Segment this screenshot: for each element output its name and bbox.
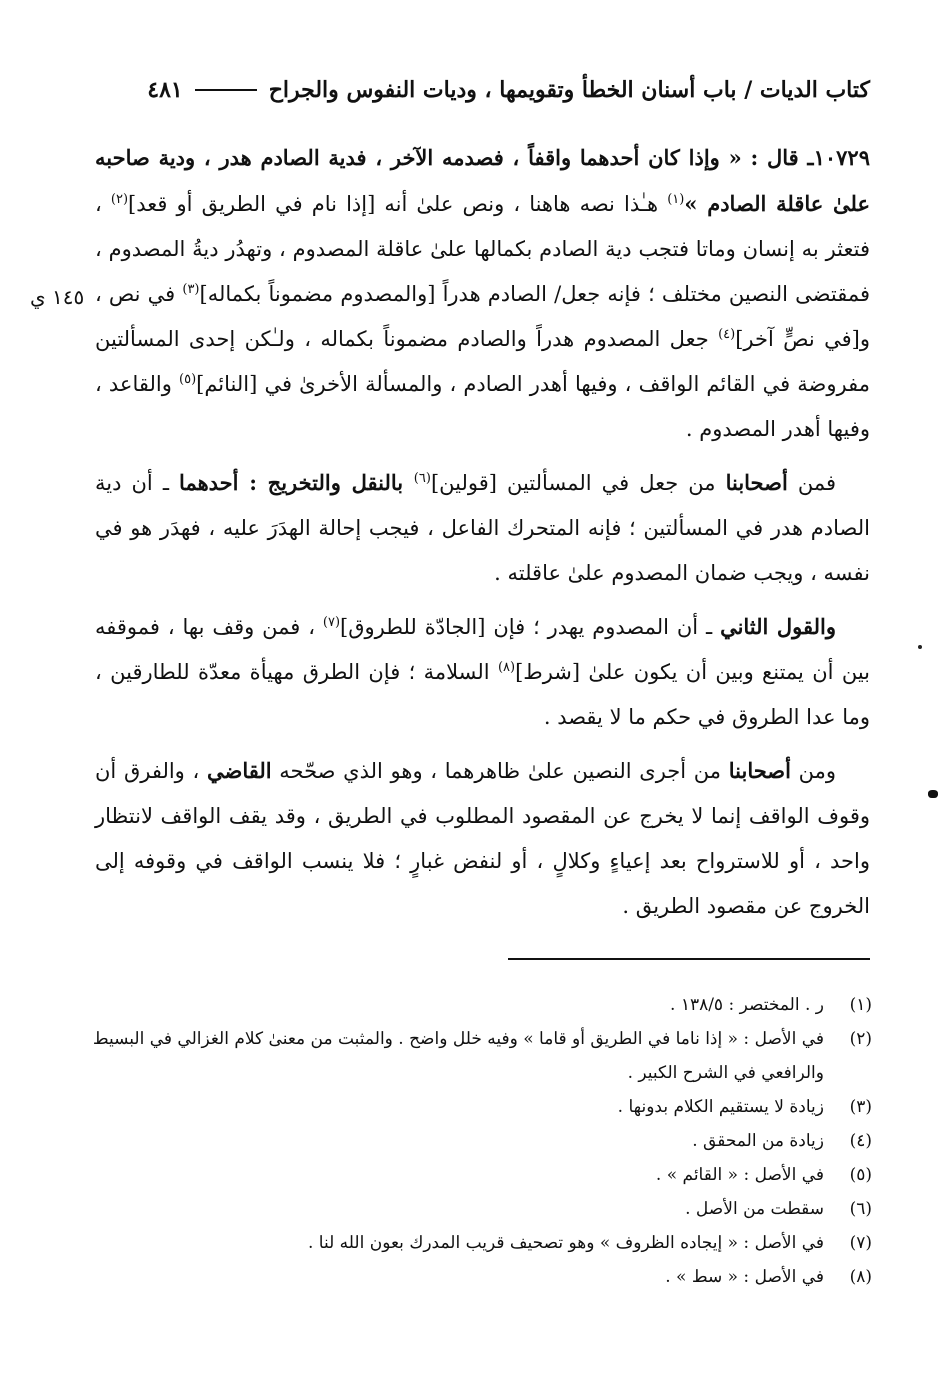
para4-bold: أصحابنا	[728, 758, 791, 783]
footnote-number: (٢)	[849, 1029, 872, 1049]
footnote-number: (٧)	[849, 1233, 872, 1253]
para4-text: ومن	[790, 759, 836, 783]
para3-bold: والقول الثاني	[720, 614, 837, 639]
para2-text: فمن	[787, 471, 837, 495]
para1-text: جعل المصدوم هدراً والصادم مضموناً بكماله ، ولـٰكن إحدى المسألتين مفروضة في القائم الواقف ، وفيها أهدر الصادم ، والمسألة الأخرىٰ في [النائم]	[95, 327, 870, 396]
scan-speck	[918, 645, 922, 649]
footnote-number: (٦)	[849, 1199, 872, 1219]
footnote-item	[85, 1226, 872, 1260]
footnote-item	[85, 1090, 872, 1124]
footnote-ref-8: (٨)	[497, 660, 516, 675]
para4-text: من أجرى النصين علىٰ ظاهرهما ، وهو الذي صحّحه	[271, 759, 729, 783]
para2-bold: أصحابنا	[725, 470, 788, 495]
para2-text: ـ أن دية الصادم هدر في المسألتين ؛ فإنه المتحرك الفاعل ، فيجب إحالة الهدَرَ عليه ، فهدَر هو في نفسه ، ويجب ضمان المصدوم علىٰ عاقلته .	[95, 471, 870, 585]
para1-text: هـٰذا نصه هاهنا ، ونص علىٰ أنه [إذا نام في الطريق أو قعد]	[128, 192, 668, 216]
footnote-ref-6: (٦)	[413, 471, 431, 486]
footnote-item	[85, 1192, 872, 1226]
footnote-item	[85, 1260, 872, 1294]
para3-text: ـ أن المصدوم يهدر ؛ فإن [الجادّة للطروق]	[340, 615, 721, 639]
footnotes	[85, 988, 872, 1294]
para1-text: في نص ، و[في نصٍّ آخر]	[95, 282, 870, 351]
footnote-text: سقطت من الأصل .	[685, 1199, 824, 1219]
paragraph-1	[95, 135, 870, 452]
footnote-number: (٤)	[849, 1131, 872, 1151]
para1-text: والقاعد ، وفيها أهدر المصدوم .	[95, 372, 870, 441]
para4-text: ، والفرق أن وقوف الواقف إنما لا يخرج عن المقصود المطلوب في الطريق ، وقد يقف الواقف لانتظار واحد ، أو للاسترواح بعد إعياءٍ وكلالٍ ، أو لنفض غبارٍ ؛ فلا ينسب الواقف في وقوفه إلى الخروج عن مقصود الطريق .	[95, 759, 870, 918]
para3-text: ، فمن وقف بها ، فموقفه بين أن يمتنع وبين أن يكون علىٰ [شرط]	[95, 615, 870, 684]
footnote-number: (٣)	[849, 1097, 872, 1117]
footnote-text: ر . المختصر : ١٣٨/٥ .	[670, 995, 824, 1015]
footnote-number: (١)	[849, 995, 872, 1015]
footnote-number: (٨)	[849, 1267, 872, 1287]
footnote-item	[85, 1124, 872, 1158]
paragraph-2	[95, 460, 870, 596]
para3-text: السلامة ؛ فإن الطرق مهيأة معدّة للطارقين ، وما عدا الطروق في حكم ما لا يقصد .	[95, 660, 870, 729]
main-text	[95, 135, 870, 937]
para2-text: من جعل في المسألتين [قولين]	[430, 471, 726, 495]
paragraph-4	[95, 748, 870, 929]
footnote-text: في الأصل : « سط » .	[665, 1267, 824, 1287]
footnote-text: زيادة لا يستقيم الكلام بدونها .	[617, 1097, 824, 1117]
para1-bold-quote: ١٠٧٢٩ـ قال : « وإذا كان أحدهما واقفاً ، فصدمه الآخر ، فدية الصادم هدر ، ودية صاحبه علىٰ عاقلة الصادم »	[95, 145, 871, 216]
margin-note: ١٤٥ ي	[30, 285, 85, 309]
footnote-item	[85, 1022, 872, 1090]
footnote-text: في الأصل : « إذا ناما في الطريق أو قاما » وفيه خلل واضح . والمثبت من معنىٰ كلام الغزالي في البسيط والرافعي في الشرح الكبير .	[92, 1029, 824, 1083]
scan-speck	[928, 790, 938, 798]
footnote-ref-1: (١)	[667, 192, 685, 207]
para4-bold: القاضي	[206, 758, 272, 783]
footnote-number: (٥)	[849, 1165, 872, 1185]
footnote-ref-2: (٢)	[110, 192, 129, 207]
footnote-ref-7: (٧)	[322, 615, 341, 630]
footnote-text: زيادة من المحقق .	[692, 1131, 824, 1151]
footnote-ref-4: (٤)	[718, 327, 736, 342]
footnote-text: في الأصل : « القائم » .	[655, 1165, 824, 1185]
header-rule	[195, 89, 257, 91]
footnote-item	[85, 988, 872, 1022]
footnote-item	[85, 1158, 872, 1192]
footnote-ref-5: (٥)	[179, 372, 197, 387]
page-number: ٤٨١	[147, 77, 183, 103]
footnote-ref-3: (٣)	[182, 282, 200, 297]
paragraph-3	[95, 604, 870, 740]
header-title: كتاب الديات / باب أسنان الخطأ وتقويمها ، وديات النفوس والجراح	[268, 77, 870, 103]
footnote-text: في الأصل : « إيجاده الظروف » وهو تصحيف قريب المدرك بعون الله لنا .	[307, 1233, 824, 1253]
footnote-separator	[508, 958, 870, 960]
para1-text: ، فتعثر به إنسان وماتا فتجب دية الصادم بكمالها علىٰ عاقلة المصدوم ، وتهدُر ديةُ المصدوم ، فمقتضى النصين مختلف ؛ فإنه جعل/ الصادم هدراً [والمصدوم مضموناً بكماله]	[95, 192, 870, 306]
para2-bold: بالنقل والتخريج : أحدهما	[179, 470, 414, 495]
running-header	[95, 68, 870, 112]
